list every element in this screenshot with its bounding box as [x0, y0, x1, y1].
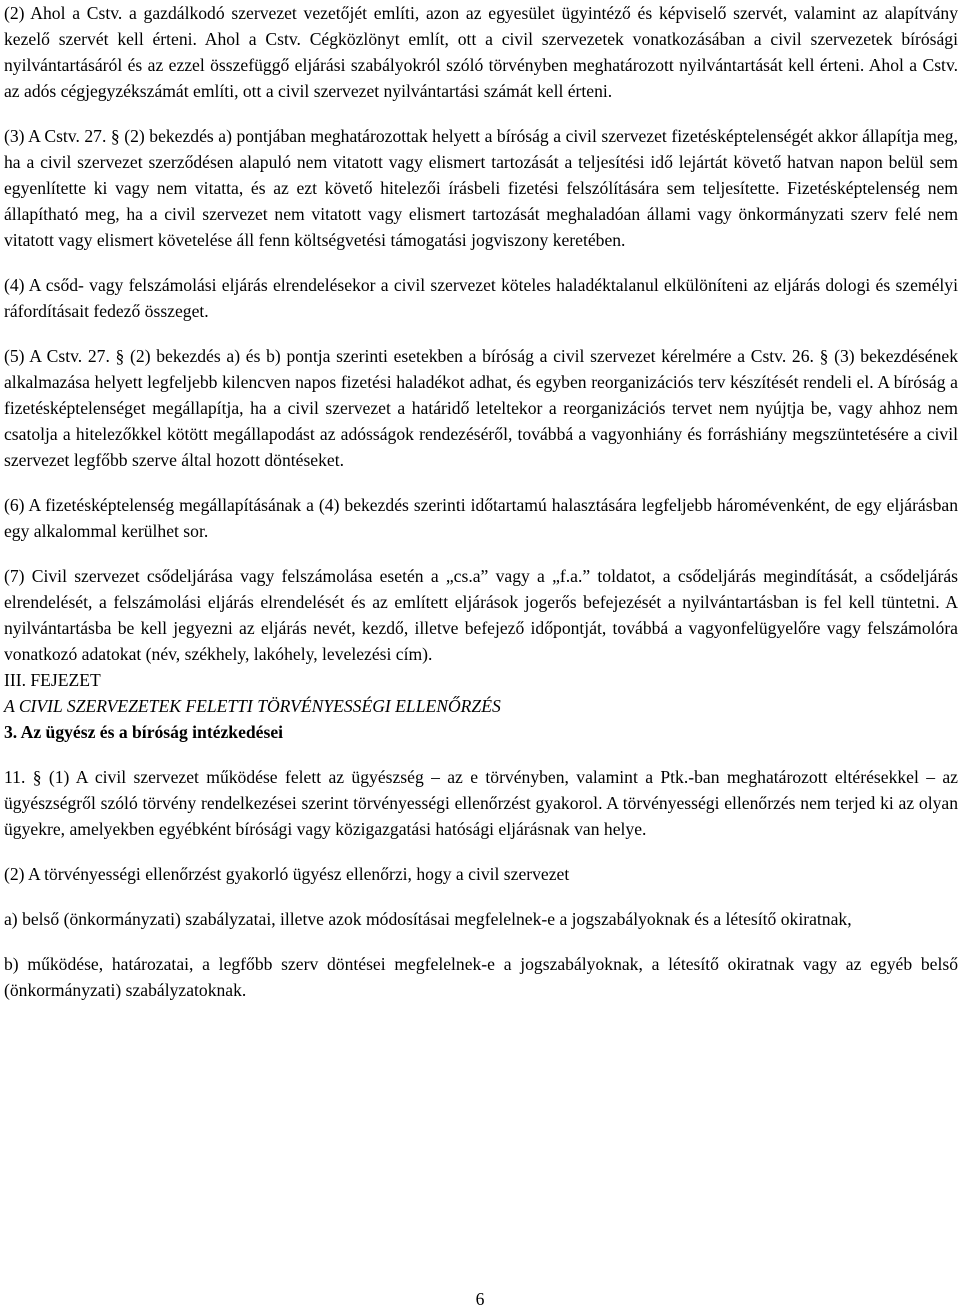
- section-11-paragraph-1: 11. § (1) A civil szervezet működése felett az ügyészség – az e törvényben, valamint a Ptk.-ban meghatározott eltérésekkel – az ügyészségről szóló törvény rendelkezései szerint törvényességi ellenőrzést gyakorol. A törvényességi ellenőrzés nem terjed ki az olyan ügyekre, amelyekben egyébként bírósági vagy közigazgatási hatósági eljárásnak van helye.: [4, 767, 958, 839]
- paragraph-3: (3) A Cstv. 27. § (2) bekezdés a) pontjában meghatározottak helyett a bíróság a civil szervezet fizetésképtelenségét akkor állapítja meg, ha a civil szervezet szerződésen alapuló nem vitatott vagy elismert tartozását a teljesítési idő lejártát követő hatvan napon belül sem egyenlítette ki vagy nem vitatta, és az ezt követő hitelezői írásbeli fizetési felszólítására sem teljesítette. Fizetésképtelenség nem állapítható meg, ha a civil szervezet nem vitatott vagy elismert tartozását meghaladóan állami vagy önkormányzati szerv felé nem vitatott vagy elismert követelése áll fenn költségvetési támogatási jogviszony keretében.: [4, 126, 958, 250]
- section-11-point-a: a) belső (önkormányzati) szabályzatai, illetve azok módosításai megfelelnek-e a jogszabályoknak és a létesítő okiratnak,: [4, 909, 852, 929]
- paragraph-4: (4) A csőd- vagy felszámolási eljárás elrendelésekor a civil szervezet köteles haladéktalanul elkülöníteni az eljárás dologi és személyi ráfordításait fedező összeget.: [4, 275, 958, 321]
- paragraph-7: (7) Civil szervezet csődeljárása vagy felszámolása esetén a „cs.a” vagy a „f.a.” toldatot, a csődeljárás megindítását, a csődeljárás elrendelését, a felszámolási eljárás elrendelését és az említett eljárások jogerős befejezését a nyilvántartásban is fel kell tüntetni. A nyilvántartásba be kell jegyezni az eljárás nevét, kezdő, illetve befejező időpontját, továbbá a vagyonfelügyelőre vagy felszámolóra vonatkozó adatokat (név, székhely, lakóhely, levelezési cím).: [4, 566, 958, 664]
- section-11-paragraph-2: (2) A törvényességi ellenőrzést gyakorló ügyész ellenőrzi, hogy a civil szervezet: [4, 864, 570, 884]
- section-11-point-b: b) működése, határozatai, a legfőbb szerv döntései megfelelnek-e a jogszabályoknak, a létesítő okiratnak vagy az egyéb belső (önkormányzati) szabályzatoknak.: [4, 954, 958, 1000]
- chapter-heading: III. FEJEZET: [4, 670, 101, 690]
- chapter-title: A CIVIL SZERVEZETEK FELETTI TÖRVÉNYESSÉGI ELLENŐRZÉS: [4, 696, 501, 716]
- paragraph-5: (5) A Cstv. 27. § (2) bekezdés a) és b) pontja szerinti esetekben a bíróság a civil szervezet kérelmére a Cstv. 26. § (3) bekezdésének alkalmazása helyett legfeljebb kilencven napos fizetési haladékot adhat, és egyben reorganizációs terv készítését rendeli el. A bíróság a fizetésképtelenséget megállapítja, ha a civil szervezet a határidő leteltekor a reorganizációs tervet nem nyújtja be, vagy ahhoz nem csatolja a hitelezőkkel kötött megállapodást az adósságok rendezéséről, továbbá a vagyonhiány és forráshiány megszüntetésére a civil szervezet legfőbb szerve által hozott döntéseket.: [4, 346, 958, 470]
- section-heading: 3. Az ügyész és a bíróság intézkedései: [4, 722, 284, 742]
- paragraph-2: (2) Ahol a Cstv. a gazdálkodó szervezet vezetőjét említi, azon az egyesület ügyintéző és képviselő szervét, valamint az alapítvány kezelő szervét kell érteni. Ahol a Cstv. Cégközlönyt említ, ott a civil szervezetek vonatkozásában a civil szervezetek bírósági nyilvántartásáról és az ezzel összefüggő eljárási szabályokról szóló törvényben meghatározott nyilvántartását kell érteni. Ahol a Cstv. az adós cégjegyzékszámát említi, ott a civil szervezet nyilvántartási számát kell érteni.: [4, 3, 958, 101]
- document-page: [4, 0, 958, 1003]
- page-number: 6: [475, 1289, 485, 1309]
- paragraph-6: (6) A fizetésképtelenség megállapításának a (4) bekezdés szerinti időtartamú halasztására legfeljebb háromévenként, de egy eljárásban egy alkalommal kerülhet sor.: [4, 495, 958, 541]
